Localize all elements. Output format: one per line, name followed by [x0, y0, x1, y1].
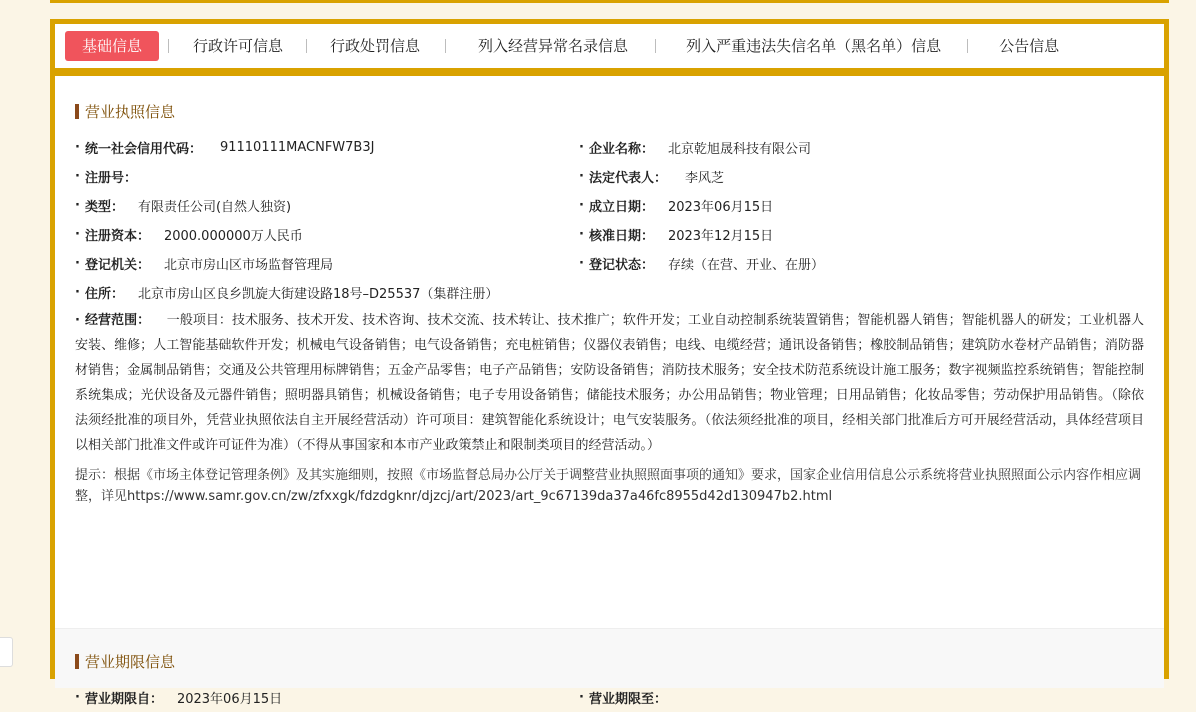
tab-divider [967, 39, 968, 53]
legal-rep-label: 法定代表人： [588, 171, 667, 186]
tab-divider [655, 39, 656, 53]
term-from-value: 2023年06月15日 [176, 692, 283, 707]
tab-underline [55, 68, 1164, 76]
info-row [75, 162, 1144, 191]
authority-label: 登记机关： [84, 258, 150, 273]
type-value: 有限责任公司(自然人独资) [137, 200, 292, 215]
tab-bar [55, 24, 1164, 68]
section-title-term [75, 649, 1144, 673]
term-title-text: 营业期限信息 [85, 652, 176, 671]
term-to-label: 营业期限至： [588, 692, 667, 707]
title-marker [75, 104, 79, 119]
company-name-value: 北京乾旭晟科技有限公司 [667, 142, 811, 157]
tab-admin-license[interactable]: 行政许可信息 [193, 37, 284, 55]
info-row [75, 133, 1144, 162]
bullet: · [579, 227, 584, 242]
bullet: · [579, 198, 584, 213]
content-area [55, 76, 1164, 707]
top-border [50, 0, 1169, 3]
type-label: 类型： [84, 200, 124, 215]
bullet: · [579, 169, 584, 184]
bullet: · [75, 690, 80, 705]
address-value: 北京市房山区良乡凯旋大街建设路18号–D25537（集群注册） [137, 287, 499, 302]
capital-label: 注册资本： [84, 229, 150, 244]
bullet: · [75, 285, 80, 300]
bullet: · [75, 198, 80, 213]
company-name-label: 企业名称： [588, 142, 654, 157]
tab-basic-info[interactable]: 基础信息 [65, 31, 159, 61]
reg-no-label: 注册号： [84, 171, 137, 186]
tab-divider [168, 39, 169, 53]
license-title-text: 营业执照信息 [85, 102, 176, 121]
tab-divider [445, 39, 446, 53]
tab-blacklist[interactable]: 列入严重违法失信名单（黑名单）信息 [686, 37, 942, 55]
bullet: · [75, 140, 80, 155]
bullet: · [579, 256, 584, 271]
approve-date-label: 核准日期： [588, 229, 654, 244]
notice-text: 提示：根据《市场主体登记管理条例》及其实施细则，按照《市场监督总局办公厅关于调整营业执照照面事项的通知》要求，国家企业信用信息公示系统将营业执照照面公示内容作相应调整，详见https://www.samr.gov.cn/zw/zfxxgk/fdzdgknr/djzcj/art/2023/art_9c67139da37a46fc8955d42d130947b2.html [75, 468, 1142, 504]
tab-announcements[interactable]: 公告信息 [999, 37, 1060, 55]
tab-abnormal-list[interactable]: 列入经营异常名录信息 [478, 37, 629, 55]
scope-label: 经营范围： [84, 313, 151, 328]
scope-value: 一般项目：技术服务、技术开发、技术咨询、技术交流、技术转让、技术推广；软件开发；工业自动控制系统装置销售；智能机器人销售；智能机器人的研发；工业机器人安装、维修；人工智能基础软件开发；机械电气设备销售；电气设备销售；充电桩销售；仪器仪表销售；电线、电缆经营；通讯设备销售；橡胶制品销售；建筑防水卷材产品销售；消防器材销售；金属制品销售；交通及公共管理用标牌销售；五金产品零售；电子产品销售；安防设备销售；消防技术服务；安全技术防范系统设计施工服务；数字视频监控系统销售；智能控制系统集成；光伏设备及元器件销售；照明器具销售；机械设备销售；电子专用设备销售；储能技术服务；办公用品销售；物业管理；日用品销售；化妆品零售；劳动保护用品销售。（除依法须经批准的项目外，凭营业执照依法自主开展经营活动）许可项目：建筑智能化系统设计；电气安装服务。（依法须经批准的项目，经相关部门批准后方可开展经营活动，具体经营项目以相关部门批准文件或许可证件为准）（不得从事国家和本市产业政策禁止和限制类项目的经营活动。） [75, 313, 1144, 453]
info-row [75, 191, 1144, 220]
business-term-section [55, 628, 1164, 707]
business-license-section [55, 76, 1164, 507]
bullet: · [75, 256, 80, 271]
info-row [75, 683, 1144, 712]
tab-admin-penalty[interactable]: 行政处罚信息 [330, 37, 421, 55]
info-row [75, 220, 1144, 249]
credit-code-value: 91110111MACNFW7B3J [219, 140, 375, 155]
bullet: · [75, 227, 80, 242]
main-panel [50, 19, 1169, 707]
status-value: 存续（在营、开业、在册） [667, 258, 824, 273]
business-scope [75, 308, 1144, 458]
bullet: · [579, 140, 584, 155]
section-title-license [75, 99, 1144, 123]
status-label: 登记状态： [588, 258, 654, 273]
capital-value: 2000.000000万人民币 [163, 229, 303, 244]
info-row [75, 249, 1144, 278]
title-marker [75, 654, 79, 669]
bullet: · [75, 169, 80, 184]
term-from-label: 营业期限自： [84, 692, 163, 707]
authority-value: 北京市房山区市场监督管理局 [163, 258, 333, 273]
credit-code-label: 统一社会信用代码： [84, 142, 202, 157]
legal-rep-value: 李风芝 [684, 171, 724, 186]
est-date-value: 2023年06月15日 [667, 200, 774, 215]
est-date-label: 成立日期： [588, 200, 654, 215]
info-row [75, 278, 1144, 307]
tab-divider [306, 39, 307, 53]
bullet: · [579, 690, 584, 705]
bullet: · [75, 313, 80, 328]
side-handle[interactable] [0, 637, 13, 667]
address-label: 住所： [84, 287, 124, 302]
approve-date-value: 2023年12月15日 [667, 229, 774, 244]
